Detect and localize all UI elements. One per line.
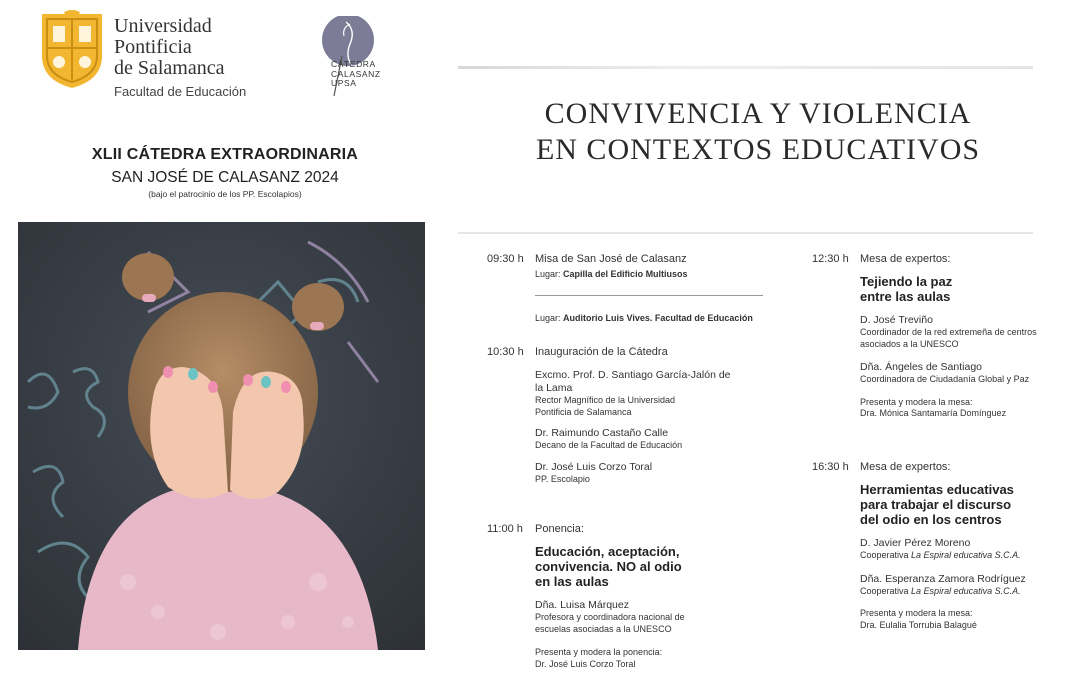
mass-title: Misa de San José de Calasanz (535, 253, 687, 265)
talk-time: 11:00 h (487, 523, 523, 535)
panel1-moderator: Presenta y modera la mesa: Dra. Mónica Santamaría Domínguez (860, 396, 1007, 418)
talk-speaker: Dña. Luisa Márquez Profesora y coordinadora nacional de escuelas asociadas a la UNESCO (535, 599, 685, 634)
panel2-title: Herramientas educativas para trabajar el discurso del odio en los centros (860, 482, 1014, 527)
title-divider (458, 232, 1033, 234)
panel1-kind: Mesa de expertos: (860, 253, 951, 265)
talk-title: Educación, aceptación, convivencia. NO al odio en las aulas (535, 544, 682, 589)
faculty-name: Facultad de Educación (114, 84, 247, 99)
child-covering-face-photo (18, 222, 425, 650)
panel1-speaker: Dña. Ángeles de Santiago Coordinadora de Ciudadanía Global y Paz (860, 361, 1030, 384)
panel2-speaker: Dña. Esperanza Zamora Rodríguez Cooperativa La Espiral educativa S.C.A. (860, 572, 1026, 596)
panel1-title: Tejiendo la paz entre las aulas (860, 274, 953, 304)
schedule-right (812, 252, 1072, 672)
panel1-speaker: D. José Treviño Coordinador de la red extremeña de centros asociados a la UNESCO (860, 314, 1037, 349)
venue-place: Lugar: Auditorio Luis Vives. Facultad de Educación (535, 313, 753, 323)
catedra-subtitle: SAN JOSÉ DE CALASANZ 2024 (111, 169, 339, 186)
university-shield-icon (38, 10, 106, 90)
opening-speaker: Dr. Raimundo Castaño Calle Decano de la Facultad de Educación (535, 427, 683, 450)
opening-speaker: Dr. José Luis Corzo Toral PP. Escolapio (535, 460, 653, 484)
mass-time: 09:30 h (487, 253, 524, 265)
opening-time: 10:30 h (487, 346, 524, 358)
panel2-moderator: Presenta y modera la mesa: Dra. Eulalia Torrubia Balagué (860, 608, 977, 630)
panel2-kind: Mesa de expertos: (860, 461, 951, 473)
university-name: Universidad Pontificia de Salamanca (114, 15, 225, 79)
schedule-left (487, 252, 787, 672)
talk-moderator: Presenta y modera la ponencia: Dr. José Luis Corzo Toral (535, 647, 663, 669)
mass-place: Lugar: Capilla del Edificio Multiusos (535, 269, 688, 279)
schedule-separator (535, 295, 763, 296)
catedra-logo-text: CÁTEDRA CALASANZ UPSA (331, 59, 381, 88)
panel1-time: 12:30 h (812, 253, 849, 265)
top-divider (458, 66, 1033, 69)
talk-kind: Ponencia: (535, 523, 584, 535)
catedra-title: XLII CÁTEDRA EXTRAORDINARIA (91, 146, 359, 163)
opening-speaker: Excmo. Prof. D. Santiago García-Jalón de la Lama Rector Magnífico de la Universidad Pontificia de Salamanca (535, 369, 731, 417)
event-title: CONVIVENCIA Y VIOLENCIA EN CONTEXTOS EDUCATIVOS (535, 97, 981, 166)
panel2-speaker: D. Javier Pérez Moreno Cooperativa La Espiral educativa S.C.A. (860, 537, 1021, 560)
university-logo (38, 10, 268, 102)
opening-title: Inauguración de la Cátedra (535, 346, 668, 358)
panel2-time: 16:30 h (812, 461, 849, 473)
catedra-note: (bajo el patrocinio de los PP. Escolapios) (148, 189, 302, 199)
